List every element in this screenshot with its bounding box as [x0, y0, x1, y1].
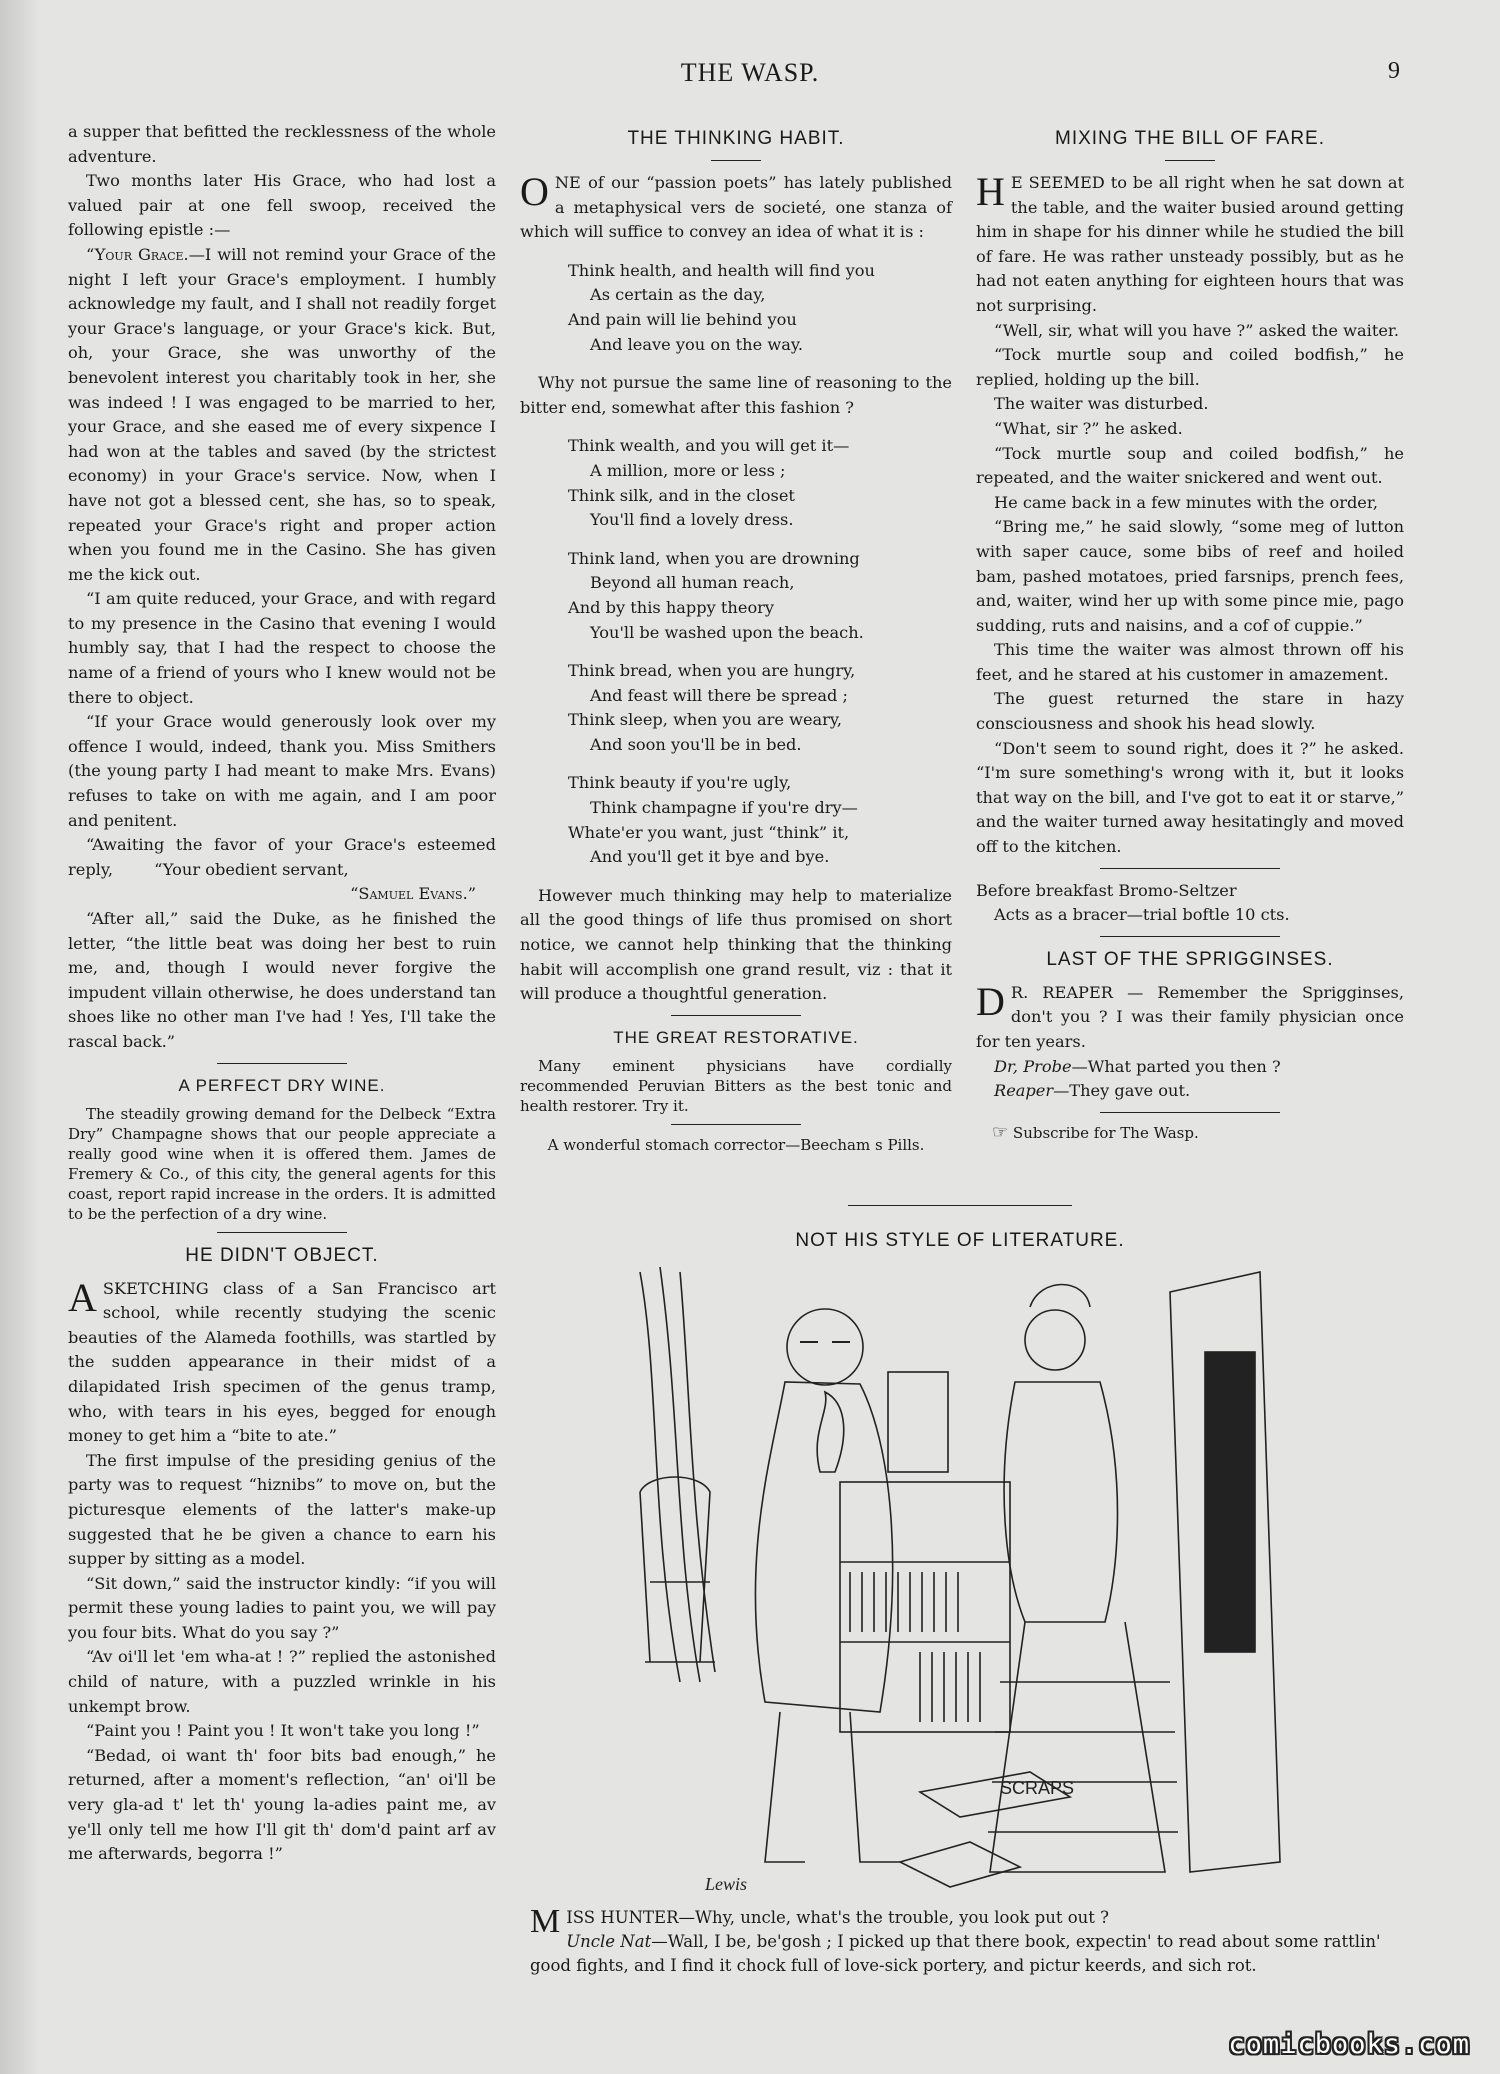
- section-rule: [711, 160, 761, 161]
- speaker-name: Uncle Nat: [566, 1932, 652, 1951]
- paragraph: This time the waiter was almost thrown off his feet, and he stared at his customer in amazement.: [976, 640, 1404, 684]
- paragraph: He came back in a few minutes with the order,: [994, 492, 1378, 512]
- paragraph: “Well, sir, what will you have ?” asked the waiter.: [994, 320, 1400, 340]
- verse-line: Think silk, and in the closet: [568, 485, 795, 505]
- drop-cap: M: [530, 1903, 561, 1940]
- paragraph: Why not pursue the same line of reasoning to the bitter end, somewhat after this fashion ?: [520, 373, 952, 417]
- paragraph: “Av oi'll let 'em wha-at ! ?” replied the astonished child of nature, with a puzzled wrinkle in his unkempt brow.: [68, 1647, 496, 1716]
- paragraph: [68, 1274, 496, 1449]
- paragraph-text: NE of our “passion poets” has lately published a metaphysical vers de societé, one stanza of which will suffice to convey an idea of what it is :: [520, 173, 952, 242]
- paragraph-text: R. REAPER — Remember the Sprigginses, don't you ? I was their family physician once for ten years.: [976, 982, 1404, 1051]
- caption-text: —Wall, I be, be'gosh ; I picked up that there book, expectin' to read about some rattlin' good fights, and I find it chock full of love-sick portery, and pictur keerds, and sich rot.: [530, 1932, 1381, 1975]
- verse-line: You'll find a lovely dress.: [590, 510, 794, 530]
- subscribe-text: Subscribe for The Wasp.: [1012, 1123, 1199, 1142]
- illustration-caption: [530, 1903, 1410, 1978]
- dialogue-line: [976, 1079, 1404, 1104]
- pointing-hand-icon: ☞: [992, 1121, 1009, 1143]
- verse-line: And pain will lie behind you: [568, 309, 797, 329]
- advert-line: Acts as a bracer—trial boftle 10 cts.: [994, 905, 1290, 925]
- paragraph: “Don't seem to sound right, does it ?” he asked. “I'm sure something's wrong with it, but it looks that way on the bill, and I've got to eat it or starve,” and the waiter turned away hesitatingly and moved off to the kitchen.: [976, 738, 1404, 857]
- letter-text: —I will not remind your Grace of the night I left your Grace's employment. I humbly acknowledge my fault, and I shall not readily forget your Grace's language, or your Grace's kick. But, oh, your Grace, she was unworthy of the benevolent interest you charitably took in her, she was indeed ! I was engaged to be married to her, your Grace, and she eased me of every sixpence I had won at the tables and saved (by the strictest economy) in your Grace's service. Now, when I have not got a blessed cent, she has, so to speak, repeated your Grace's right and proper action when you found me in the Casino. She has given me the kick out.: [68, 244, 496, 584]
- subscribe-line: [976, 1123, 1404, 1143]
- verse-line: Think health, and health will find you: [568, 260, 875, 280]
- verse-line: As certain as the day,: [590, 285, 766, 305]
- paragraph: The waiter was disturbed.: [994, 394, 1209, 414]
- verse-stanza: [568, 434, 952, 532]
- article-title-restorative: THE GREAT RESTORATIVE.: [613, 1027, 859, 1047]
- paragraph: “Tock murtle soup and coiled bodfish,” he replied, holding up the bill.: [976, 345, 1404, 389]
- section-rule: [1100, 868, 1280, 869]
- drop-cap: A: [68, 1274, 97, 1320]
- paragraph: The guest returned the stare in hazy consciousness and shook his head slowly.: [976, 689, 1404, 734]
- paragraph: [976, 171, 1404, 319]
- article-title-bill-of-fare: MIXING THE BILL OF FARE.: [1055, 128, 1325, 149]
- paragraph: “Paint you ! Paint you ! It won't take you long !”: [86, 1721, 480, 1741]
- verse-line: A million, more or less ;: [590, 460, 786, 480]
- letter-paragraph: [68, 833, 496, 882]
- drop-cap: D: [976, 978, 1005, 1024]
- column-right: [976, 120, 1404, 1143]
- book-label: SCRAPS: [1000, 1778, 1075, 1798]
- letter-close: “Your obedient servant,: [154, 859, 349, 879]
- verse-line: And you'll get it bye and bye.: [590, 847, 830, 867]
- illustration-divider: [848, 1205, 1072, 1206]
- drop-cap: H: [976, 169, 1005, 214]
- verse-line: Think wealth, and you will get it—: [568, 436, 850, 456]
- letter-paragraph: “If your Grace would generously look over my offence I would, indeed, thank you. Miss Smithers (the young party I had meant to make Mrs. Evans) refuses to take on with me again, and I am poor and penitent.: [68, 712, 496, 830]
- verse-line: Whate'er you want, just “think” it,: [568, 822, 850, 842]
- salutation: “Your Grace.: [86, 244, 189, 264]
- section-rule: [1165, 160, 1215, 161]
- cartoon-illustration: [620, 1262, 1340, 1902]
- illustration-title: NOT HIS STYLE OF LITERATURE.: [795, 1230, 1125, 1251]
- paragraph: “What, sir ?” he asked.: [994, 418, 1183, 438]
- paragraph: “After all,” said the Duke, as he finished the letter, “the little beat was doing her best to ruin me, and, though I would never forgive the impudent villain otherwise, he does understand tan shoes like no other man I've had ! Yes, I'll take the rascal back.”: [68, 909, 496, 1051]
- column-left: [68, 120, 496, 1867]
- verse-line: Think bread, when you are hungry,: [568, 661, 856, 681]
- verse-line: And leave you on the way.: [590, 334, 803, 354]
- paragraph: “Tock murtle soup and coiled bodfish,” he repeated, and the waiter snickered and went out.: [976, 443, 1404, 488]
- paragraph: “Bring me,” he said slowly, “some meg of lutton with saper cauce, some bibs of reef and hoiled bam, pashed motatoes, pried farsnips, prench fees, and, waiter, wind her up with some pince mie, pago sudding, ruts and naisins, and a cof of cuppie.”: [976, 517, 1404, 635]
- paragraph: The first impulse of the presiding genius of the party was to request “hiznibs” to move on, but the picturesque elements of the latter's make-up suggested that he be given a chance to earn his supper by sitting as a model.: [68, 1450, 496, 1569]
- dialogue-text: —They gave out.: [1053, 1081, 1191, 1101]
- speaker-name: Reaper: [994, 1081, 1054, 1101]
- drop-cap: O: [520, 169, 549, 214]
- watermark: comicbooks.com: [1228, 2029, 1470, 2060]
- masthead-title: THE WASP.: [680, 58, 820, 87]
- verse-stanza: [568, 547, 952, 645]
- section-rule: [1100, 936, 1280, 937]
- caption-line: [530, 1903, 1410, 1940]
- paragraph: a supper that befitted the recklessness of the whole adventure.: [68, 122, 496, 166]
- article-title-dry-wine: A PERFECT DRY WINE.: [178, 1075, 386, 1095]
- paragraph: [520, 171, 952, 245]
- letter-text: “Awaiting the favor of your Grace's esteemed reply,: [68, 835, 496, 879]
- paragraph-text: E SEEMED to be all right when he sat down at the table, and the waiter busied around getting him in shape for his dinner while he studied the bill of fare. He was rather unsteady possibly, but as he had not eaten anything for eighteen hours that was not surprising.: [976, 173, 1404, 315]
- section-rule: [1100, 1112, 1280, 1113]
- verse-line: And by this happy theory: [568, 597, 775, 617]
- paragraph: “Bedad, oi want th' foor bits bad enough,” he returned, after a moment's reflection, “an' oi'll be very gla-ad t' let th' young la-adies paint me, av ye'll only tell me how I'll git th' dom'd paint arf av me afterwards, begorra !”: [68, 1745, 496, 1864]
- article-title-thinking-habit: THE THINKING HABIT.: [627, 128, 845, 149]
- verse-stanza: [568, 771, 952, 869]
- verse-line: And feast will there be spread ;: [590, 685, 848, 705]
- article-title-didnt-object: HE DIDN'T OBJECT.: [185, 1244, 379, 1266]
- letter-signature: “Samuel Evans.”: [350, 884, 476, 904]
- paragraph: “Sit down,” said the instructor kindly: “if you will permit these young ladies to paint you, we will pay you four bits. What do you say ?”: [68, 1573, 496, 1642]
- caption-line: [530, 1930, 1410, 1978]
- verse-stanza: [568, 259, 952, 357]
- letter-paragraph: “I am quite reduced, your Grace, and with regard to my presence in the Casino that evening I would humbly say, that I had the respect to choose the name of a friend of yours who I knew would not be there to object.: [68, 589, 496, 707]
- artist-signature: Lewis: [705, 1874, 748, 1894]
- verse-line: And soon you'll be in bed.: [590, 734, 802, 754]
- advert-line: A wonderful stomach corrector—Beecham s Pills.: [547, 1135, 925, 1154]
- section-rule: [217, 1063, 347, 1064]
- paragraph-text: SKETCHING class of a San Francisco art school, while recently studying the scenic beauties of the Alameda foothills, was startled by the sudden appearance in their midst of a dilapidated Irish specimen of the genus tramp, who, with tears in his eyes, begged for enough money to get him a “bite to ate.”: [68, 1278, 496, 1446]
- page-fold-shadow: [0, 0, 40, 2074]
- dialogue-text: —What parted you then ?: [1071, 1056, 1281, 1076]
- verse-line: Think champagne if you're dry—: [590, 798, 858, 818]
- paragraph: Two months later His Grace, who had lost a valued pair at one fell swoop, received the following epistle :—: [68, 171, 496, 240]
- verse-line: Beyond all human reach,: [590, 573, 795, 593]
- section-rule: [671, 1124, 801, 1125]
- verse-stanza: [568, 659, 952, 757]
- section-rule: [671, 1015, 801, 1016]
- letter-paragraph: [68, 243, 496, 587]
- verse-line: Think land, when you are drowning: [568, 548, 860, 568]
- paragraph: However much thinking may help to materialize all the good things of life thus promised on short notice, we cannot help thinking that the thinking habit will accomplish one grand result, viz : that it will produce a thoughtful generation.: [520, 885, 952, 1004]
- page-number: 9: [1388, 58, 1400, 84]
- paragraph: [976, 978, 1404, 1055]
- column-middle: [520, 120, 952, 1155]
- section-rule: [217, 1232, 347, 1233]
- verse-line: Think sleep, when you are weary,: [568, 710, 843, 730]
- caption-text: ISS HUNTER—Why, uncle, what's the trouble, you look put out ?: [566, 1908, 1110, 1927]
- paragraph: The steadily growing demand for the Delbeck “Extra Dry” Champagne shows that our people appreciate a really good wine when it is offered them. James de Fremery & Co., of this city, the general agents for this coast, report rapid increase in the orders. It is admitted to be the perfection of a dry wine.: [68, 1104, 496, 1223]
- paragraph: Many eminent physicians have cordially recommended Peruvian Bitters as the best tonic and health restorer. Try it.: [520, 1056, 952, 1115]
- verse-line: Think beauty if you're ugly,: [568, 773, 792, 793]
- speaker-name: Dr, Probe: [994, 1056, 1072, 1076]
- verse-line: You'll be washed upon the beach.: [590, 622, 864, 642]
- dialogue-line: [976, 1055, 1404, 1080]
- advert-line: Before breakfast Bromo-Seltzer: [976, 880, 1237, 900]
- article-title-sprigginses: LAST OF THE SPRIGGINSES.: [1046, 948, 1334, 970]
